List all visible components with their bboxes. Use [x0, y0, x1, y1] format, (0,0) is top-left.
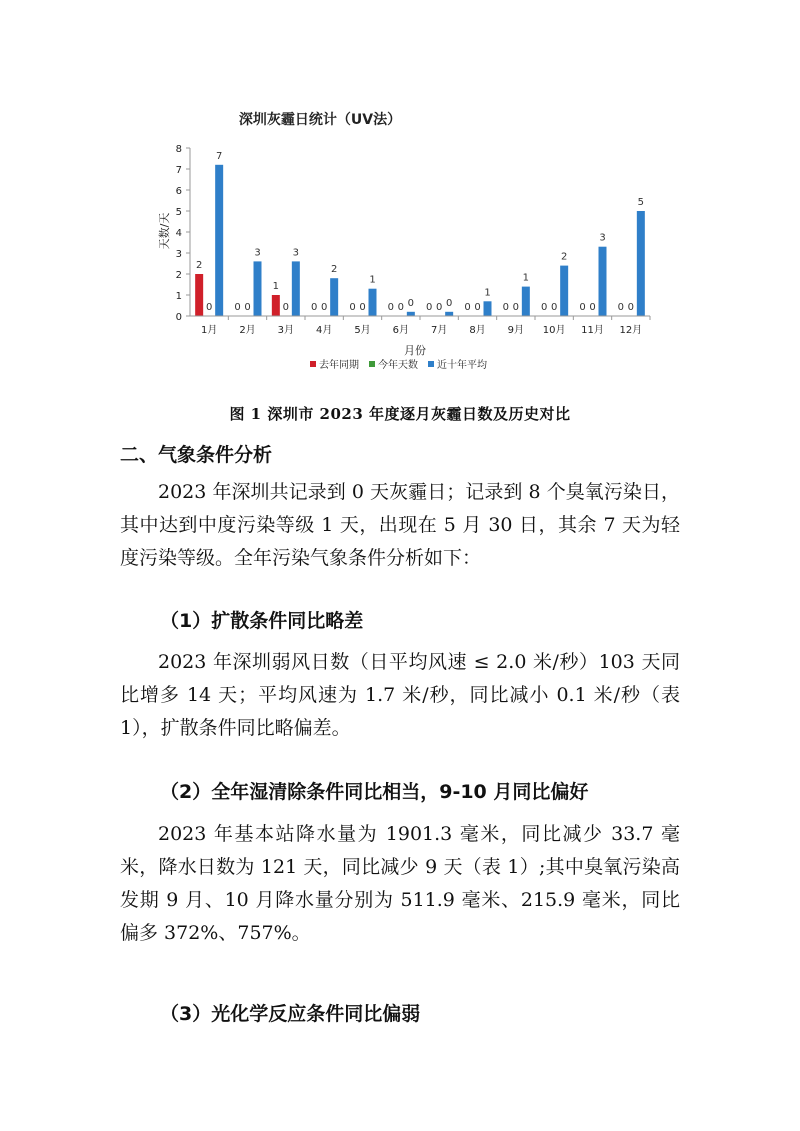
chart-title: 深圳灰霾日统计（UV法）: [238, 112, 402, 128]
data-label-1-4: 0: [359, 302, 366, 313]
data-label-2-5: 0: [407, 297, 415, 309]
data-label-0-7: 0: [464, 302, 471, 313]
y-tick-label: 1: [175, 291, 182, 302]
haze-days-chart: [150, 100, 670, 385]
data-label-0-9: 0: [540, 302, 548, 313]
legend-swatch-2: [428, 361, 434, 367]
legend-swatch-0: [310, 361, 316, 367]
x-tick-label: 10月: [542, 325, 566, 336]
data-label-2-3: 2: [330, 264, 338, 276]
data-label-0-8: 0: [502, 302, 510, 313]
y-tick-label: 0: [175, 312, 182, 323]
bar-2-11: [637, 211, 645, 316]
data-label-1-6: 0: [435, 302, 443, 313]
bar-0-2: [272, 295, 280, 316]
bar-2-8: [522, 287, 530, 316]
bar-0-0: [195, 274, 203, 316]
figure-caption: 图 1 深圳市 2023 年度逐月灰霾日数及历史对比: [229, 405, 571, 423]
y-axis-label: 天数/天: [158, 212, 171, 250]
legend-label-1: 今年天数: [378, 360, 418, 371]
data-label-2-2: 3: [292, 247, 300, 259]
paragraph-diffusion: 2023 年深圳弱风日数（日平均风速 ≤ 2.0 米/秒）103 天同比增多 14 天；平均风速为 1.7 米/秒，同比减小 0.1 米/秒（表 1），扩散条件同比略偏差。: [120, 651, 680, 739]
data-label-1-1: 0: [244, 302, 251, 313]
legend-swatch-1: [369, 361, 375, 367]
data-label-2-9: 2: [560, 251, 568, 263]
data-label-0-2: 1: [272, 281, 280, 292]
x-tick-label: 6月: [392, 325, 410, 336]
x-axis: [190, 316, 650, 336]
data-label-1-7: 0: [474, 302, 481, 313]
x-tick-label: 3月: [277, 325, 295, 336]
y-tick-label: 4: [175, 228, 182, 239]
bar-2-9: [560, 266, 568, 316]
bar-2-4: [369, 289, 377, 316]
data-label-1-8: 0: [512, 302, 520, 313]
y-tick-label: 3: [175, 249, 182, 260]
y-axis: [176, 144, 190, 323]
data-label-0-6: 0: [425, 302, 433, 313]
subheading-photochemistry: （3）光化学反应条件同比偏弱: [160, 1003, 421, 1025]
data-label-0-11: 0: [617, 302, 625, 313]
x-tick-label: 7月: [430, 325, 448, 336]
bar-2-3: [330, 278, 338, 316]
data-label-0-0: 2: [195, 260, 203, 271]
legend-label-2: 近十年平均: [437, 360, 487, 371]
bar-2-10: [599, 247, 607, 316]
data-label-0-1: 0: [234, 302, 241, 313]
y-tick-label: 7: [175, 165, 182, 176]
subheading-wet-removal: （2）全年湿清除条件同比相当，9-10 月同比偏好: [160, 781, 589, 803]
x-tick-label: 5月: [354, 325, 371, 336]
section-heading: 二、气象条件分析: [120, 444, 273, 466]
data-label-2-6: 0: [445, 297, 453, 309]
data-label-1-0: 0: [205, 302, 213, 313]
paragraph-wet-removal: 2023 年基本站降水量为 1901.3 毫米，同比减少 33.7 毫米，降水日数为 121 天，同比减少 9 天（表 1）;其中臭氧污染高发期 9 月、10 月降水量分别为 511.9 毫米、215.9 毫米，同比偏多 372%、757%。: [120, 823, 680, 944]
y-tick-label: 5: [175, 207, 182, 218]
data-label-2-1: 3: [254, 247, 261, 259]
data-label-2-8: 1: [522, 272, 530, 284]
bar-2-7: [484, 301, 492, 316]
data-label-1-2: 0: [282, 302, 290, 313]
data-label-2-10: 3: [599, 232, 606, 244]
data-label-1-10: 0: [589, 302, 596, 313]
data-label-2-7: 1: [484, 287, 491, 299]
bar-2-5: [407, 312, 415, 316]
x-tick-label: 1月: [200, 325, 218, 336]
chart-legend: [310, 358, 487, 371]
data-label-0-10: 0: [579, 302, 586, 313]
x-tick-label: 9月: [507, 325, 525, 336]
y-tick-label: 6: [175, 186, 182, 197]
y-tick-label: 8: [175, 144, 182, 155]
x-tick-label: 11月: [581, 325, 604, 336]
data-label-0-4: 0: [349, 302, 356, 313]
x-tick-label: 8月: [469, 325, 486, 336]
bar-2-2: [292, 261, 300, 316]
bar-2-0: [215, 165, 223, 316]
x-axis-label: 月份: [404, 344, 426, 357]
x-tick-label: 12月: [619, 325, 643, 336]
data-label-2-4: 1: [369, 274, 376, 286]
y-tick-label: 2: [175, 270, 182, 281]
subheading-diffusion: （1）扩散条件同比略差: [160, 610, 364, 632]
data-label-0-5: 0: [387, 302, 395, 313]
data-label-1-11: 0: [627, 302, 635, 313]
data-label-2-11: 5: [637, 197, 645, 208]
x-tick-label: 4月: [315, 325, 333, 336]
legend-label-0: 去年同期: [319, 360, 359, 371]
data-label-1-5: 0: [397, 302, 405, 313]
x-tick-label: 2月: [239, 325, 256, 336]
bar-2-6: [445, 312, 453, 316]
data-label-1-3: 0: [320, 302, 328, 313]
data-label-2-0: 7: [215, 150, 223, 162]
data-label-0-3: 0: [310, 302, 318, 313]
data-label-1-9: 0: [550, 302, 558, 313]
bars: [195, 151, 645, 316]
bar-2-1: [254, 261, 262, 316]
paragraph-summary: 2023 年深圳共记录到 0 天灰霾日；记录到 8 个臭氧污染日，其中达到中度污染等级 1 天，出现在 5 月 30 日，其余 7 天为轻度污染等级。全年污染气象条件分析如下：: [120, 481, 680, 569]
